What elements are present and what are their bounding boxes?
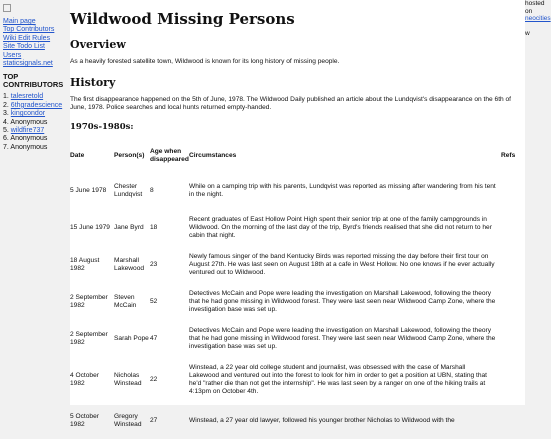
contributor-name: Anonymous	[10, 118, 48, 126]
contributor-item	[3, 127, 64, 135]
table-row	[70, 209, 525, 246]
neocities-link[interactable]: neocities	[525, 15, 551, 22]
history-heading: History	[70, 76, 116, 89]
cell-age: 47	[150, 334, 158, 342]
cell-date: 15 June 1979	[70, 223, 110, 231]
missing-persons-table	[70, 140, 525, 439]
contributor-rank: 1.	[3, 93, 9, 101]
cell-circumstances: Detectives McCain and Pope were leading the investigation on Marshall Lakewood, following the theory that he had gone missing in Wildwood forest. They were last seen near Wildwood Camp Zone, where the investigation base was set up.	[189, 289, 496, 313]
cell-age: 8	[150, 186, 154, 194]
cell-person: Marshall Lakewood	[114, 256, 145, 272]
cell-person: Jane Byrd	[114, 223, 144, 231]
nav-link-main-page[interactable]: Main page	[3, 18, 36, 25]
table-row	[70, 320, 525, 357]
header-date: Date	[70, 152, 85, 159]
cell-date: 18 August 1982	[70, 256, 100, 272]
cell-refs	[501, 402, 525, 439]
history-text: The first disappearance happened on the 5th of June, 1978. The Wildwood Daily published an article about the Lundqvist's disappearance on the 6th of June, 1978. Police searches and local hunts returned empty-handed.	[70, 96, 512, 111]
contributor-rank: 5.	[3, 127, 9, 135]
contributor-item	[3, 110, 64, 118]
contributor-item	[3, 119, 64, 127]
overview-heading: Overview	[70, 38, 126, 51]
cell-refs	[501, 209, 525, 246]
contributor-item	[3, 102, 64, 110]
cell-circumstances: Winstead, a 27 year old lawyer, followed his younger brother Nicholas to Wildwood with the	[189, 416, 455, 424]
cell-refs	[501, 283, 525, 320]
header-age: Age when disappeared	[150, 148, 189, 163]
cell-age: 52	[150, 297, 158, 305]
cell-date: 2 September 1982	[70, 293, 108, 309]
right-sidebar-fragment: w	[525, 30, 530, 37]
main-content	[70, 0, 525, 428]
cell-person: Gregory Winstead	[114, 412, 142, 428]
cell-person: Steven McCain	[114, 293, 137, 309]
contributor-item	[3, 93, 64, 101]
table-row	[70, 283, 525, 320]
cell-age: 23	[150, 260, 158, 268]
nav-link-users[interactable]: Users	[3, 51, 22, 59]
contributor-name: Anonymous	[10, 143, 48, 151]
right-sidebar	[525, 0, 551, 405]
header-circumstances: Circumstances	[189, 152, 237, 159]
cell-circumstances: Newly famous singer of the band Kentucky Birds was reported missing the day before their first tour on August 27th. He was last seen on August 18th at a cafe in West Hollow. No one knows if he ever actually ventured out to Wildwood.	[189, 252, 495, 276]
nav-link-wiki-edit-rules[interactable]: Wiki Edit Rules	[3, 34, 51, 42]
nav-link-staticsignals[interactable]: staticsignals.net	[3, 60, 53, 68]
contributor-link[interactable]: kingcondor	[10, 110, 46, 118]
logo-image-icon	[3, 4, 11, 12]
cell-age: 27	[150, 416, 158, 424]
contributor-name: Anonymous	[10, 135, 48, 143]
cell-date: 4 October 1982	[70, 371, 99, 387]
table-row	[70, 246, 525, 283]
page-title: Wildwood Missing Persons	[70, 10, 295, 28]
cell-date: 5 June 1978	[70, 186, 107, 194]
cell-date: 2 September 1982	[70, 330, 108, 346]
nav-link-site-todo-list[interactable]: Site Todo List	[3, 43, 45, 51]
table-row	[70, 357, 525, 402]
cell-circumstances: Winstead, a 22 year old college student and journalist, was obsessed with the case of Marshall Lakewood and ventured out into the forest to look for him in order to get a position at UBN, stating that he'd "rather die than not get the internship". He was last seen by a ranger on one of the hiking trails at 4:13pm on October 4th.	[189, 363, 487, 395]
cell-age: 18	[150, 223, 158, 231]
overview-text: As a heavily forested satellite town, Wildwood is known for its long history of missing people.	[70, 58, 340, 65]
sidebar	[0, 0, 64, 405]
contributor-link[interactable]: talesretold	[10, 93, 44, 101]
cell-refs	[501, 246, 525, 283]
cell-refs	[501, 357, 525, 402]
header-persons: Person(s)	[114, 152, 145, 159]
contributor-item	[3, 135, 64, 143]
table-row	[70, 172, 525, 209]
contributor-rank: 2.	[3, 101, 9, 109]
nav-link-top-contributors[interactable]: Top Contributors	[3, 26, 55, 34]
cell-person: Nicholas Winstead	[114, 371, 142, 387]
table-row	[70, 402, 525, 439]
top-contributors-heading: TOP CONTRIBUTORS	[3, 72, 64, 90]
contributor-rank: 7.	[3, 143, 9, 151]
cell-date: 5 October 1982	[70, 412, 99, 428]
contributor-rank: 6.	[3, 135, 9, 143]
contributor-link[interactable]: wildfire737	[10, 127, 45, 135]
cell-circumstances: Recent graduates of East Hollow Point High spent their senior trip at one of the family campgrounds in Wildwood. On the morning of the last day of the trip, Byrd's friends realised that she did not return to her cabin that night.	[189, 215, 492, 239]
cell-circumstances: While on a camping trip with his parents, Lundqvist was reported as missing after wandering from his tent in the night.	[189, 182, 496, 198]
cell-refs	[501, 172, 525, 209]
table-header-row	[70, 140, 525, 172]
cell-person: Chester Lundqvist	[114, 182, 143, 198]
decade-heading: 1970s-1980s:	[70, 122, 134, 132]
contributor-rank: 4.	[3, 118, 9, 126]
contributor-link[interactable]: 6thgradescience	[10, 101, 63, 109]
cell-refs	[501, 320, 525, 357]
hosted-on-text: hosted on	[525, 0, 545, 15]
cell-person: Sarah Pope	[114, 334, 149, 342]
cell-age: 22	[150, 375, 158, 383]
contributor-rank: 3.	[3, 110, 9, 118]
cell-circumstances: Detectives McCain and Pope were leading the investigation on Marshall Lakewood, following the theory that he had gone missing in Wildwood forest. They were last seen near Wildwood Camp Zone, where the investigation base was set up.	[189, 326, 496, 350]
contributors-list	[3, 93, 64, 152]
header-refs: Refs	[501, 152, 516, 159]
contributor-item	[3, 144, 64, 152]
